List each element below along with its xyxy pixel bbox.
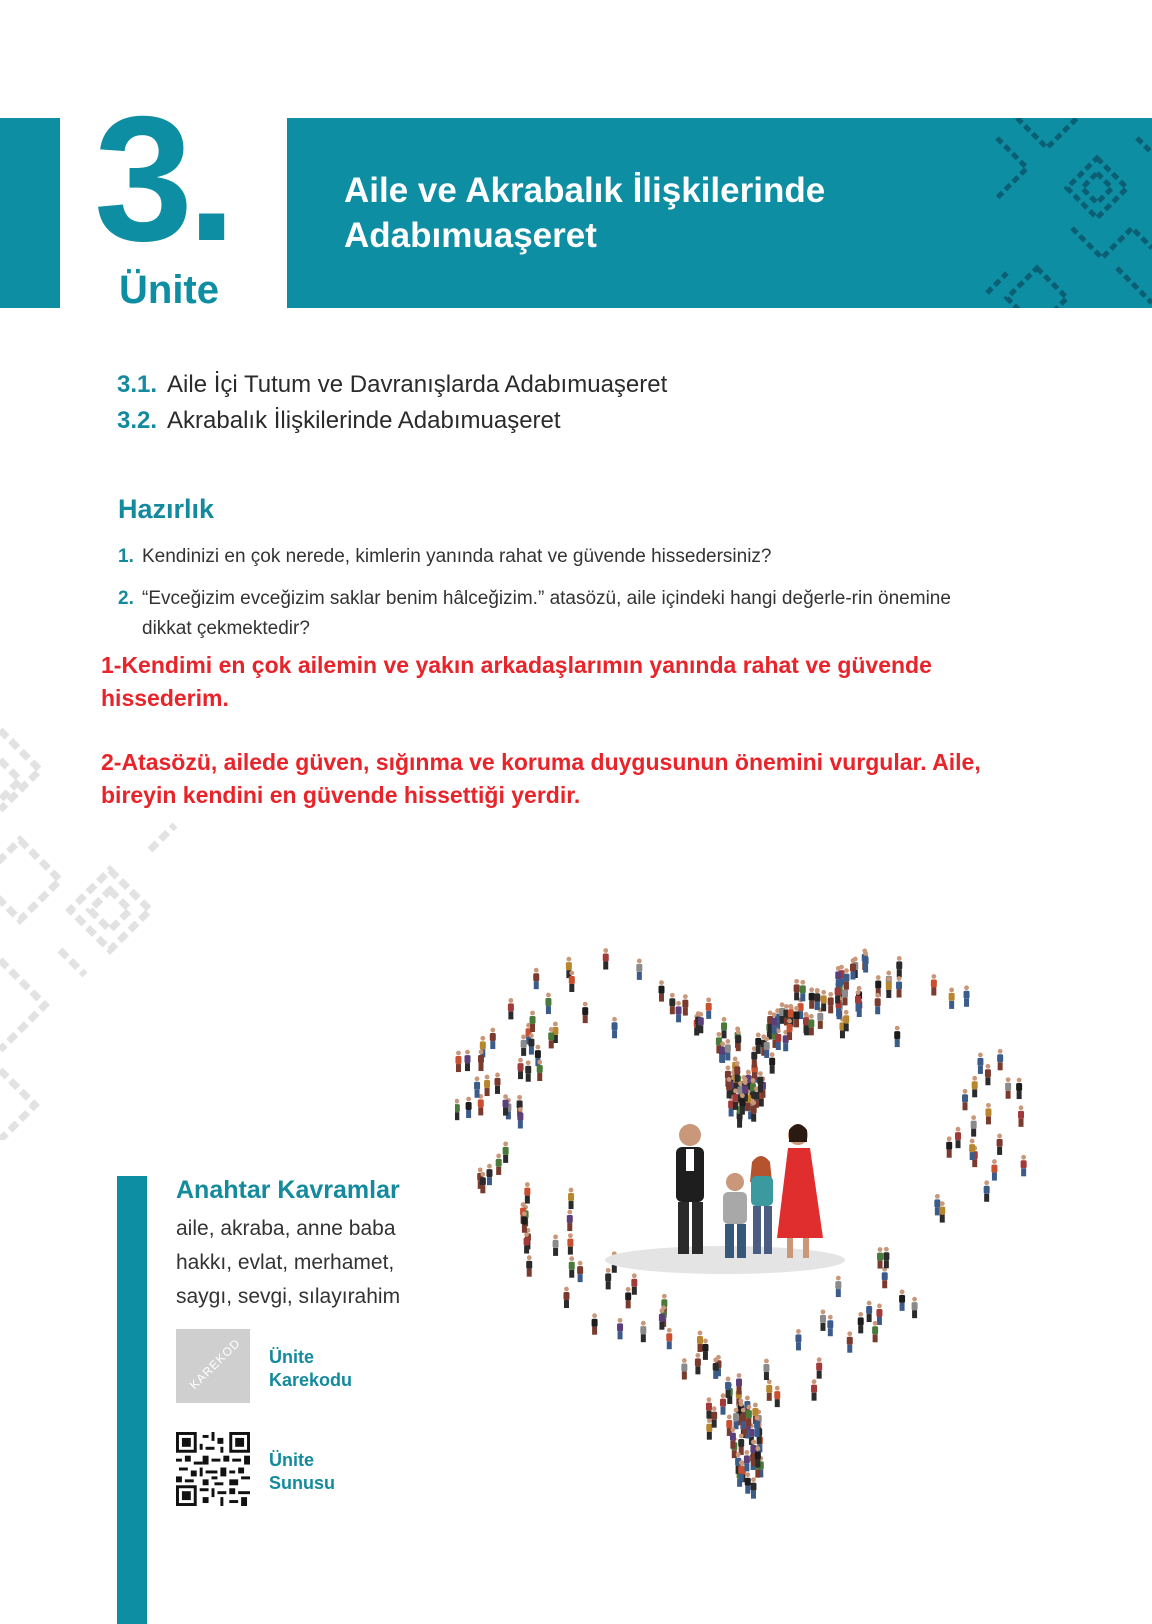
crowd-person-icon [955,1127,961,1148]
karekod-label-line-1: Ünite [269,1347,314,1367]
crowd-person-icon [858,1312,864,1333]
crowd-person-icon [713,1358,719,1379]
crowd-person-icon [931,974,937,995]
crowd-person-icon [640,1321,646,1342]
crowd-person-icon [876,1304,882,1325]
crowd-person-icon [754,1416,760,1437]
question-text: Kendinizi en çok nerede, kimlerin yanında rahat ve güvende hissedersiniz? [142,546,772,567]
crowd-person-icon [537,1060,543,1081]
crowd-person-icon [666,1328,672,1349]
crowd-person-icon [592,1313,598,1334]
crowd-person-icon [720,1042,726,1063]
crowd-person-icon [997,1134,1003,1155]
crowd-person-icon [625,1287,631,1308]
toc-item-number: 3.2. [117,407,158,434]
unit-label: Ünite [119,268,219,312]
karekod-placeholder-text: KAREKOD [186,1335,244,1393]
crowd-person-icon [681,1358,687,1379]
crowd-person-icon [490,1028,496,1049]
crowd-person-icon [800,980,806,1001]
unit-number: 3. [94,79,231,278]
crowd-person-icon [896,976,902,997]
crowd-person-icon [503,1094,509,1115]
crowd-person-icon [725,1377,731,1398]
crowd-person-icon [466,1097,472,1118]
answer-1: 1-Kendimi en çok ailemin ve yakın arkadaşlarımın yanında rahat ve güvende hissederim. [101,652,932,711]
crowd-person-icon [863,951,869,972]
crowd-person-icon [850,958,856,979]
crowd-person-icon [847,1331,853,1352]
crowd-person-icon [518,1058,524,1079]
crowd-person-icon [631,1273,637,1294]
crowd-person-icon [808,1014,814,1035]
crowd-person-icon [751,1100,757,1121]
crowd-person-icon [706,1397,712,1418]
crowd-person-icon [755,1033,761,1054]
crowd-person-icon [755,1446,761,1467]
crowd-person-icon [769,1052,775,1073]
crowd-person-icon [969,1139,975,1160]
family-group-icon [605,1124,845,1274]
crowd-person-icon [533,968,539,989]
crowd-person-icon [517,1107,523,1128]
crowd-person-icon [912,1297,918,1318]
crowd-person-icon [720,1393,726,1414]
crowd-person-icon [721,1017,727,1038]
qr-code-icon[interactable] [176,1432,250,1506]
crowd-person-icon [526,1255,532,1276]
crowd-person-icon [521,1211,527,1232]
crowd-person-icon [659,1308,665,1329]
crowd-person-icon [706,1418,712,1439]
crowd-person-icon [706,997,712,1018]
crowd-person-icon [734,1061,740,1082]
crowd-person-icon [1016,1078,1022,1099]
crowd-person-icon [971,1115,977,1136]
crowd-person-icon [525,1060,531,1081]
crowd-person-icon [752,1403,758,1424]
unit-karekod-placeholder[interactable] [176,1329,250,1403]
crowd-person-icon [603,948,609,969]
crowd-person-icon [567,1233,573,1254]
crowd-person-icon [997,1049,1003,1070]
crowd-person-icon [524,1232,530,1253]
crowd-person-icon [503,1141,509,1162]
unit-left-bar [0,118,60,308]
crowd-person-icon [563,1287,569,1308]
crowd-person-icon [1018,1105,1024,1126]
crowd-person-icon [711,1406,717,1427]
crowd-person-icon [771,1012,777,1033]
crowd-person-icon [545,993,551,1014]
toc-item-text: Akrabalık İlişkilerinde Adabımuaşeret [167,407,561,434]
crowd-person-icon [821,990,827,1011]
question-text: “Evceğizim evceğizim saklar benim hâlceğizim.” atasözü, aile içindeki hangi değerle-rin önemine dikkat çekmektedir? [142,588,951,639]
crowd-person-icon [899,1289,905,1310]
crowd-person-icon [827,1315,833,1336]
crowd-person-icon [495,1073,501,1094]
crowd-person-icon [474,1076,480,1097]
crowd-person-icon [605,1268,611,1289]
crowd-person-icon [744,1450,750,1471]
crowd-person-icon [725,1039,731,1060]
crowd-person-icon [763,1359,769,1380]
crowd-person-icon [866,1301,872,1322]
crowd-person-icon [835,1276,841,1297]
crowd-person-icon [886,977,892,998]
crowd-person-icon [750,1477,756,1498]
crowd-person-icon [803,1012,809,1033]
crowd-person-icon [733,1408,739,1429]
crowd-person-icon [984,1180,990,1201]
crowd-person-icon [843,1010,849,1031]
crowd-person-icon [524,1182,530,1203]
crowd-person-icon [726,1077,732,1098]
crowd-person-icon [702,1338,708,1359]
preparation-question [118,542,1018,572]
crowd-person-icon [977,1053,983,1074]
crowd-person-icon [553,1234,559,1255]
unit-title-banner [287,118,1152,308]
crowd-person-icon [742,1080,748,1101]
crowd-person-icon [612,1017,618,1038]
crowd-person-icon [740,1408,746,1429]
key-concepts-heading: Anahtar Kavramlar [176,1176,400,1204]
crowd-person-icon [946,1136,952,1157]
crowd-person-icon [567,1210,573,1231]
karekod-label-line-2: Karekodu [269,1370,353,1390]
ornament-pattern-icon [977,118,1152,308]
crowd-person-icon [883,1247,889,1268]
crowd-person-icon [736,1373,742,1394]
crowd-person-icon [582,1002,588,1023]
toc-item[interactable] [117,370,667,400]
crowd-person-icon [738,1434,744,1455]
crowd-person-icon [465,1050,471,1071]
crowd-person-icon [528,1033,534,1054]
unit-title-line-1: Aile ve Akrabalık İlişkilerinde [344,171,826,210]
side-ornament-icon [0,720,190,1140]
toc-item[interactable] [117,406,561,436]
presentation-label-line-2: Sunusu [269,1473,335,1493]
crowd-person-icon [455,1099,460,1120]
crowd-person-icon [882,1267,888,1288]
crowd-person-icon [738,1460,744,1481]
crowd-person-icon [766,1379,772,1400]
crowd-person-icon [745,1472,751,1493]
crowd-person-icon [872,1321,878,1342]
crowd-person-icon [484,1075,490,1096]
heart-crowd-illustration [455,920,1045,1520]
crowd-person-icon [676,1001,682,1022]
crowd-person-icon [814,988,820,1009]
crowd-person-icon [939,1201,945,1222]
crowd-person-icon [739,1093,745,1114]
unit-presentation-link[interactable] [269,1449,335,1495]
crowd-person-icon [1021,1155,1027,1176]
crowd-person-icon [695,1353,701,1374]
crowd-person-icon [569,971,575,992]
crowd-person-icon [658,980,664,1001]
crowd-person-icon [697,1331,703,1352]
crowd-person-icon [735,1030,741,1051]
crowd-person-icon [985,1064,991,1085]
crowd-person-icon [669,993,675,1014]
crowd-person-icon [548,1027,554,1048]
crowd-person-icon [521,1034,527,1055]
crowd-person-icon [636,959,642,980]
toc-item-number: 3.1. [117,371,158,398]
crowd-person-icon [809,987,815,1008]
crowd-person-icon [757,1071,763,1092]
crowd-person-icon [794,1006,800,1027]
crowd-person-icon [985,1103,991,1124]
crowd-person-icon [896,956,902,977]
crowd-person-icon [569,1256,575,1277]
key-concepts-bar [117,1176,147,1624]
toc-item-text: Aile İçi Tutum ve Davranışlarda Adabımuaşeret [167,371,668,398]
crowd-person-icon [962,1089,968,1110]
crowd-person-icon [774,1386,780,1407]
unit-title-line-2: Adabımuaşeret [344,216,597,255]
crowd-person-icon [698,1012,704,1033]
crowd-person-icon [455,1051,461,1072]
crowd-person-icon [855,990,861,1011]
crowd-person-icon [746,1405,752,1426]
unit-karekod-link[interactable] [269,1346,352,1392]
crowd-person-icon [795,1329,801,1350]
answer-2: 2-Atasözü, ailede güven, sığınma ve koruma duygusunun önemini vurgular. Aile, bireyin kendini en güvende hissettiği yerdir. [101,749,981,808]
crowd-person-icon [816,1357,822,1378]
crowd-person-icon [1005,1077,1011,1098]
crowd-person-icon [949,988,955,1009]
crowd-person-icon [568,1188,574,1209]
crowd-person-icon [835,966,841,987]
crowd-person-icon [972,1076,978,1097]
crowd-person-icon [794,979,800,1000]
crowd-person-icon [787,1019,793,1040]
crowd-person-icon [894,1026,900,1047]
crowd-person-icon [811,1379,817,1400]
crowd-person-icon [496,1154,502,1175]
question-number: 1. [118,546,134,567]
crowd-person-icon [617,1318,623,1339]
crowd-person-icon [991,1159,997,1180]
crowd-person-icon [486,1164,492,1185]
presentation-label-line-1: Ünite [269,1450,314,1470]
crowd-person-icon [480,1172,486,1193]
preparation-heading: Hazırlık [118,494,215,524]
crowd-person-icon [828,992,834,1013]
crowd-person-icon [877,1247,883,1268]
crowd-person-icon [478,1050,484,1071]
crowd-person-icon [682,994,688,1015]
crowd-person-icon [875,993,881,1014]
crowd-person-icon [530,1011,536,1032]
key-concepts-text: aile, akraba, anne baba hakkı, evlat, merhamet, saygı, sevgi, sılayırahim [176,1217,401,1308]
question-number: 2. [118,588,134,609]
preparation-question [118,584,1018,644]
crowd-person-icon [764,1037,770,1058]
crowd-person-icon [577,1261,583,1282]
crowd-person-icon [964,985,970,1006]
crowd-person-icon [843,968,849,989]
crowd-person-icon [508,998,514,1019]
crowd-person-icon [730,1427,736,1448]
crowd-person-icon [820,1309,826,1330]
unit-title [344,168,825,258]
